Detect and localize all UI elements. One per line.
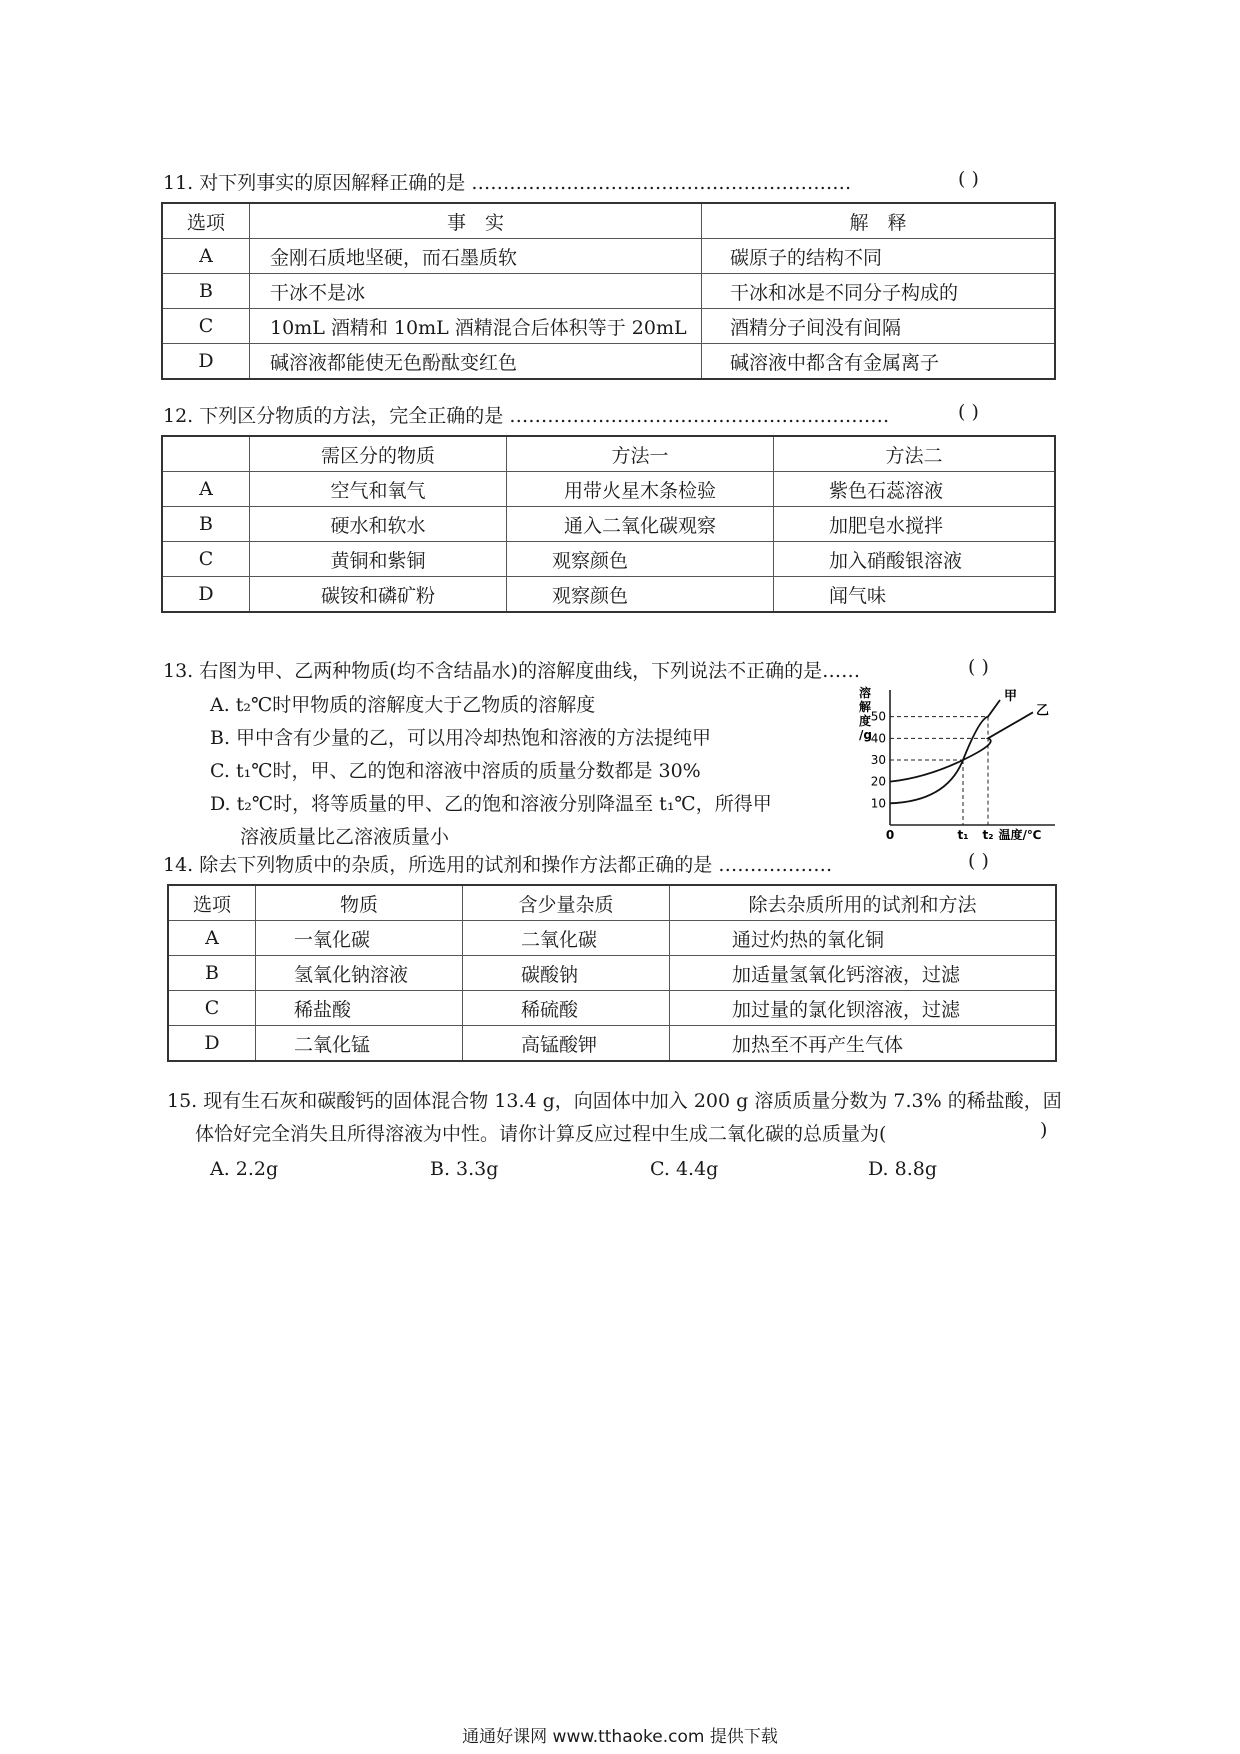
table-cell: A <box>168 921 256 956</box>
table-row <box>162 542 1055 577</box>
table-cell: C <box>168 991 256 1026</box>
y-tick-label: 10 <box>870 796 886 811</box>
table-cell: 用带火星木条检验 <box>507 472 774 507</box>
table-header: 选项 <box>168 885 256 921</box>
table-header: 事 实 <box>250 203 702 239</box>
table-header <box>162 436 250 472</box>
table-cell: 观察颜色 <box>507 577 774 613</box>
q15-option-b: B. 3.3g <box>430 1158 499 1180</box>
table-header: 物质 <box>256 885 463 921</box>
table-row <box>162 309 1055 344</box>
table-cell: 碳原子的结构不同 <box>702 239 1056 274</box>
page-footer: 通通好课网 www.tthaoke.com 提供下载 <box>462 1727 778 1747</box>
q13-option-d: D. t₂℃时，将等质量的甲、乙的饱和溶液分别降温至 t₁℃，所得甲 <box>210 793 772 815</box>
table-cell: C <box>162 309 250 344</box>
table-cell: 酒精分子间没有间隔 <box>702 309 1056 344</box>
q15-option-d: D. 8.8g <box>868 1158 938 1180</box>
y-axis-label: 解 <box>859 700 872 714</box>
table-cell: 闻气味 <box>774 577 1056 613</box>
table-cell: D <box>168 1026 256 1062</box>
q15-line1: 15. 现有生石灰和碳酸钙的固体混合物 13.4 g，向固体中加入 200 g 溶质质量分数为 7.3% 的稀盐酸，固 <box>167 1090 1062 1112</box>
table-row <box>168 991 1056 1026</box>
y-axis-label: 度 <box>859 714 872 728</box>
table-cell: 硬水和软水 <box>250 507 507 542</box>
y-tick-label: 40 <box>870 731 886 746</box>
series-line-yi <box>890 712 1033 781</box>
table-cell: A <box>162 239 250 274</box>
table-cell: B <box>162 274 250 309</box>
table-cell: 稀盐酸 <box>256 991 463 1026</box>
q13-option-a: A. t₂℃时甲物质的溶解度大于乙物质的溶解度 <box>210 694 596 716</box>
table-cell: 加热至不再产生气体 <box>670 1026 1057 1062</box>
table-header: 选项 <box>162 203 250 239</box>
q14-table <box>167 884 1057 1062</box>
q15-answer-paren: ) <box>1040 1119 1048 1141</box>
table-cell: 通入二氧化碳观察 <box>507 507 774 542</box>
x-tick-label: 0 <box>885 828 895 840</box>
q13-stem: 13. 右图为甲、乙两种物质(均不含结晶水)的溶解度曲线，下列说法不正确的是…… <box>163 660 861 682</box>
table-row <box>162 203 1055 239</box>
q11-table <box>161 202 1056 380</box>
table-row <box>168 1026 1056 1062</box>
table-cell: 碳酸钠 <box>463 956 670 991</box>
table-cell: 黄铜和紫铜 <box>250 542 507 577</box>
table-row <box>162 577 1055 613</box>
table-cell: B <box>162 507 250 542</box>
table-header: 方法一 <box>507 436 774 472</box>
table-row <box>162 507 1055 542</box>
table-cell: 稀硫酸 <box>463 991 670 1026</box>
table-row <box>162 436 1055 472</box>
y-axis-label: 溶 <box>859 686 872 700</box>
table-cell: 加肥皂水搅拌 <box>774 507 1056 542</box>
table-cell: B <box>168 956 256 991</box>
series-label: 乙 <box>1036 703 1050 719</box>
table-cell: 金刚石质地坚硬，而石墨质软 <box>250 239 702 274</box>
y-tick-label: 50 <box>870 709 886 724</box>
q15-option-c: C. 4.4g <box>650 1158 719 1180</box>
table-cell: 一氧化碳 <box>256 921 463 956</box>
solubility-chart <box>855 685 1065 840</box>
q14-answer-paren: ( ) <box>968 850 989 872</box>
table-cell: 紫色石蕊溶液 <box>774 472 1056 507</box>
table-cell: 10mL 酒精和 10mL 酒精混合后体积等于 20mL <box>250 309 702 344</box>
q12-table <box>161 435 1056 613</box>
table-row <box>162 472 1055 507</box>
table-cell: 碳铵和磷矿粉 <box>250 577 507 613</box>
q11-stem: 11. 对下列事实的原因解释正确的是 …………………………………………………… <box>163 172 852 194</box>
table-cell: C <box>162 542 250 577</box>
table-row <box>168 956 1056 991</box>
table-cell: 观察颜色 <box>507 542 774 577</box>
q13-option-c: C. t₁℃时，甲、乙的饱和溶液中溶质的质量分数都是 30% <box>210 760 701 782</box>
q15-option-a: A. 2.2g <box>210 1158 279 1180</box>
table-row <box>162 344 1055 380</box>
table-cell: A <box>162 472 250 507</box>
table-header: 解 释 <box>702 203 1056 239</box>
table-cell: 碱溶液都能使无色酚酞变红色 <box>250 344 702 380</box>
q13-option-d-cont: 溶液质量比乙溶液质量小 <box>240 826 450 848</box>
y-axis-label: /g <box>859 728 872 742</box>
y-tick-label: 30 <box>870 753 886 767</box>
table-cell: 二氧化锰 <box>256 1026 463 1062</box>
q13-answer-paren: ( ) <box>968 656 989 678</box>
table-row <box>162 274 1055 309</box>
q14-stem: 14. 除去下列物质中的杂质，所选用的试剂和操作方法都正确的是 ……………… <box>163 854 833 876</box>
table-cell: 二氧化碳 <box>463 921 670 956</box>
table-cell: 加适量氢氧化钙溶液，过滤 <box>670 956 1057 991</box>
table-row <box>168 921 1056 956</box>
table-cell: 加过量的氯化钡溶液，过滤 <box>670 991 1057 1026</box>
table-cell: 干冰不是冰 <box>250 274 702 309</box>
table-cell: 加入硝酸银溶液 <box>774 542 1056 577</box>
x-axis-label: 温度/℃ <box>998 828 1042 840</box>
q15-line2: 体恰好完全消失且所得溶液为中性。请你计算反应过程中生成二氧化碳的总质量为( <box>195 1123 887 1145</box>
series-label: 甲 <box>1004 689 1018 704</box>
table-cell: D <box>162 344 250 380</box>
table-header: 方法二 <box>774 436 1056 472</box>
table-header: 需区分的物质 <box>250 436 507 472</box>
table-cell: 碱溶液中都含有金属离子 <box>702 344 1056 380</box>
table-cell: D <box>162 577 250 613</box>
table-cell: 空气和氧气 <box>250 472 507 507</box>
table-row <box>162 239 1055 274</box>
table-cell: 氢氧化钠溶液 <box>256 956 463 991</box>
q12-answer-paren: ( ) <box>958 401 979 423</box>
table-header: 除去杂质所用的试剂和方法 <box>670 885 1057 921</box>
q11-answer-paren: ( ) <box>958 168 979 190</box>
table-row <box>168 885 1056 921</box>
q12-stem: 12. 下列区分物质的方法，完全正确的是 …………………………………………………… <box>163 405 890 427</box>
table-header: 含少量杂质 <box>463 885 670 921</box>
x-tick-label: t₁ <box>957 828 969 840</box>
q13-option-b: B. 甲中含有少量的乙，可以用冷却热饱和溶液的方法提纯甲 <box>210 727 712 749</box>
series-line-jia <box>890 700 1000 803</box>
table-cell: 高锰酸钾 <box>463 1026 670 1062</box>
table-cell: 通过灼热的氧化铜 <box>670 921 1057 956</box>
y-tick-label: 20 <box>870 774 886 789</box>
table-cell: 干冰和冰是不同分子构成的 <box>702 274 1056 309</box>
x-tick-label: t₂ <box>982 828 994 840</box>
